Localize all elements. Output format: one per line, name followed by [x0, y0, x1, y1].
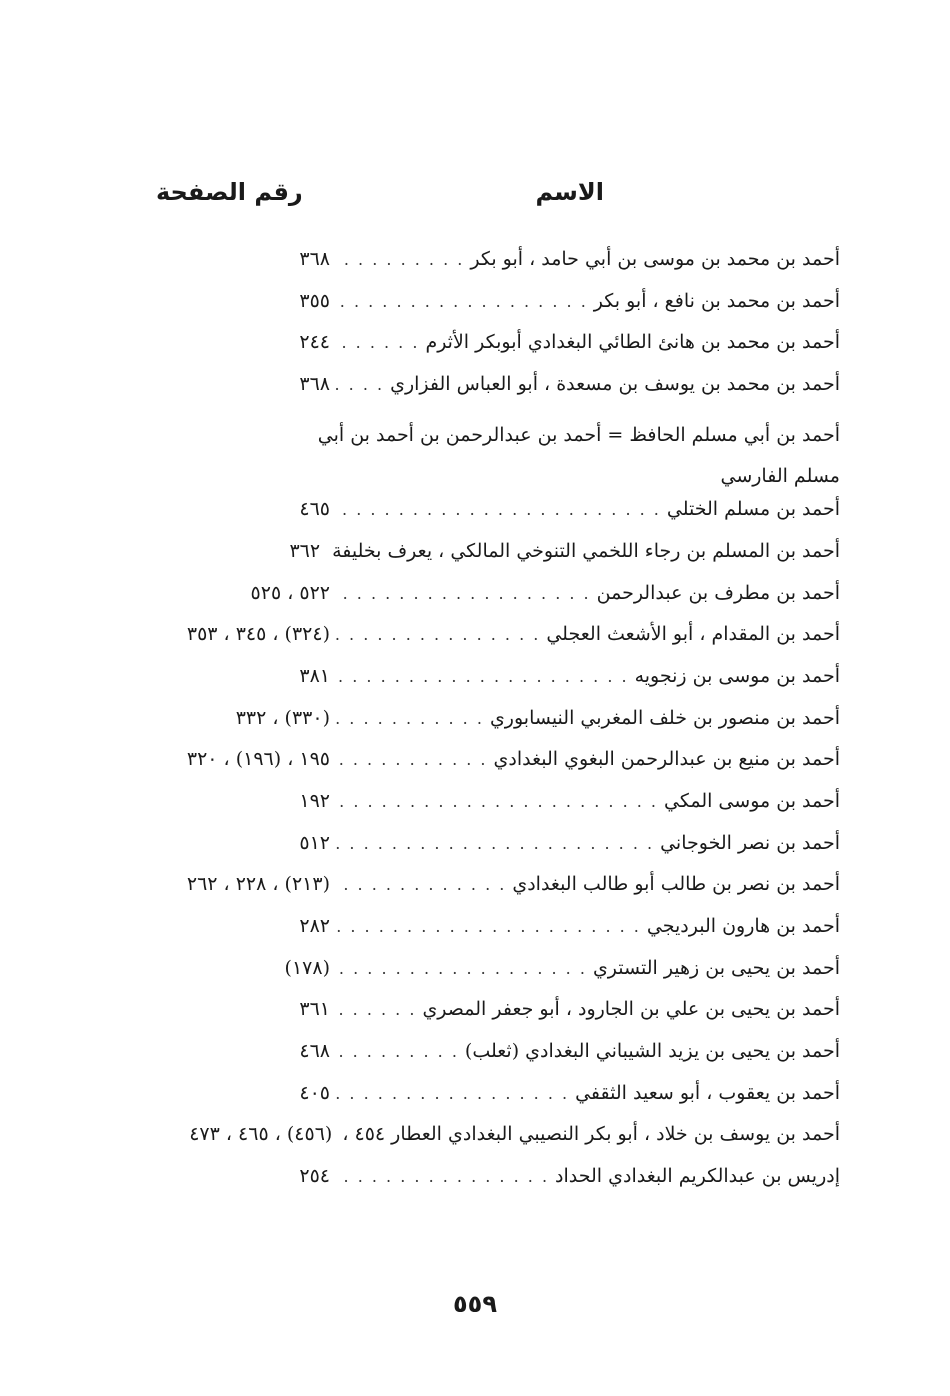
entry-name: أحمد بن يحيى بن يزيد الشيباني البغدادي (ثعلب)	[464, 1040, 840, 1063]
entry-name: أحمد بن نصر الخوجاني	[660, 831, 840, 854]
entry-pages: ٢٥٤	[299, 1165, 330, 1188]
index-entry	[140, 790, 840, 832]
index-entry	[140, 498, 840, 540]
entry-name: أحمد بن أبي مسلم الحافظ = أحمد بن عبدالرحمن بن أحمد بن أبي مسلم الفارسي	[317, 423, 840, 488]
index-entry	[140, 998, 840, 1040]
entry-pages: ١٩٢	[299, 789, 330, 812]
leader-dots	[336, 792, 658, 811]
entry-name: أحمد بن محمد بن موسى بن أبي حامد ، أبو بكر	[470, 248, 840, 270]
index-entry	[140, 540, 840, 582]
entry-pages: (٤٥٦) ، ٤٦٥ ، ٤٧٣	[189, 1123, 333, 1146]
entry-pages: (٣٣٠) ، ٣٣٢	[235, 706, 330, 729]
entry-pages: ٢٤٤	[299, 331, 330, 354]
leader-dots	[336, 834, 654, 853]
entry-pages: (٣٢٤) ، ٣٤٥ ، ٣٥٣	[186, 623, 330, 646]
index-entry	[140, 1082, 840, 1124]
leader-dots	[336, 875, 506, 894]
entry-pages: ٣٦٢	[289, 539, 321, 562]
entry-pages: ١٩٥ ، (١٩٦) ، ٣٢٠	[186, 748, 330, 771]
entry-pages: ٤٠٥	[299, 1081, 330, 1104]
entry-name: أحمد بن المسلم بن رجاء اللخمي التنوخي المالكي ، يعرف بخليفة	[332, 539, 840, 562]
leader-dots	[336, 625, 540, 644]
entry-pages: ٣٦٨	[299, 248, 330, 270]
entry-name: أحمد بن مسلم الختلي	[666, 498, 840, 521]
index-header	[0, 178, 950, 222]
leader-dots	[336, 292, 588, 311]
leader-dots	[336, 375, 384, 394]
index-entry	[140, 623, 840, 665]
entry-name: أحمد بن محمد بن هانئ الطائي البغدادي أبوبكر الأثرم	[425, 331, 840, 354]
index-entry	[140, 915, 840, 957]
leader-dots	[336, 1042, 459, 1061]
entry-name: أحمد بن يوسف بن خلاد ، أبو بكر النصيبي البغدادي العطار ٤٥٤ ،	[342, 1123, 840, 1146]
leader-dots	[336, 333, 419, 352]
entry-name: أحمد بن موسى بن زنجويه	[634, 664, 840, 687]
index-entry	[140, 331, 840, 373]
entry-pages: ٥١٢	[299, 831, 330, 854]
page-number: ٥٥٩	[453, 1290, 497, 1318]
entry-name: أحمد بن يحيى بن علي بن الجارود ، أبو جعفر المصري	[422, 998, 840, 1021]
entry-name: أحمد بن منصور بن خلف المغربي النيسابوري	[489, 706, 840, 729]
entry-name: أحمد بن منيع بن عبدالرحمن البغوي البغدادي	[493, 748, 840, 771]
entry-name: أحمد بن مطرف بن عبدالرحمن	[596, 581, 840, 604]
index-entries	[140, 248, 840, 1207]
entry-name: أحمد بن يعقوب ، أبو سعيد الثقفي	[575, 1081, 840, 1104]
leader-dots	[336, 709, 484, 728]
entry-name: إدريس بن عبدالكريم البغدادي الحداد	[555, 1165, 840, 1188]
leader-dots	[336, 250, 464, 269]
index-entry	[140, 665, 840, 707]
entry-pages: ٢٨٢	[299, 915, 330, 938]
leader-dots	[336, 1084, 569, 1103]
index-entry-cross-reference	[310, 415, 840, 498]
entry-name: أحمد بن المقدام ، أبو الأشعث العجلي	[546, 623, 840, 646]
leader-dots	[336, 959, 587, 978]
index-entry	[140, 707, 840, 749]
entry-pages: (٢١٣) ، ٢٢٨ ، ٢٦٢	[186, 873, 330, 896]
entry-pages: ٣٥٥	[299, 289, 330, 312]
leader-dots	[336, 1000, 416, 1019]
index-entry	[140, 373, 840, 415]
index-entry	[140, 582, 840, 624]
leader-dots	[336, 917, 641, 936]
leader-dots	[336, 500, 661, 519]
entry-name: أحمد بن موسى المكي	[664, 789, 840, 812]
entry-pages: ٤٦٨	[299, 1040, 330, 1063]
index-entry	[140, 832, 840, 874]
index-entry	[140, 1165, 840, 1207]
entry-pages: ٣٨١	[299, 664, 330, 687]
entry-pages: ٣٦١	[299, 998, 330, 1021]
leader-dots	[336, 1167, 549, 1186]
page-number-column-heading: رقم الصفحة	[156, 178, 303, 206]
name-column-heading: الاسم	[535, 178, 604, 206]
index-entry	[140, 1123, 840, 1165]
entry-pages: ٣٦٨	[299, 373, 330, 396]
index-entry	[140, 290, 840, 332]
index-entry	[140, 873, 840, 915]
entry-pages: ٥٢٢ ، ٥٢٥	[250, 581, 330, 604]
entry-name: أحمد بن يحيى بن زهير التستري	[592, 956, 840, 979]
leader-dots	[336, 667, 629, 686]
entry-name: أحمد بن محمد بن يوسف بن مسعدة ، أبو العباس الفزاري	[390, 373, 840, 396]
entry-pages: (١٧٨)	[284, 956, 330, 979]
leader-dots	[336, 584, 591, 603]
index-entry	[140, 248, 840, 290]
index-entry	[140, 957, 840, 999]
entry-name: أحمد بن نصر بن طالب أبو طالب البغدادي	[512, 873, 840, 896]
index-entry	[140, 1040, 840, 1082]
index-entry	[140, 748, 840, 790]
entry-name: أحمد بن محمد بن نافع ، أبو بكر	[593, 289, 840, 312]
entry-name: أحمد بن هارون البرديجي	[646, 915, 840, 938]
leader-dots	[336, 750, 488, 769]
entry-pages: ٤٦٥	[299, 498, 330, 521]
